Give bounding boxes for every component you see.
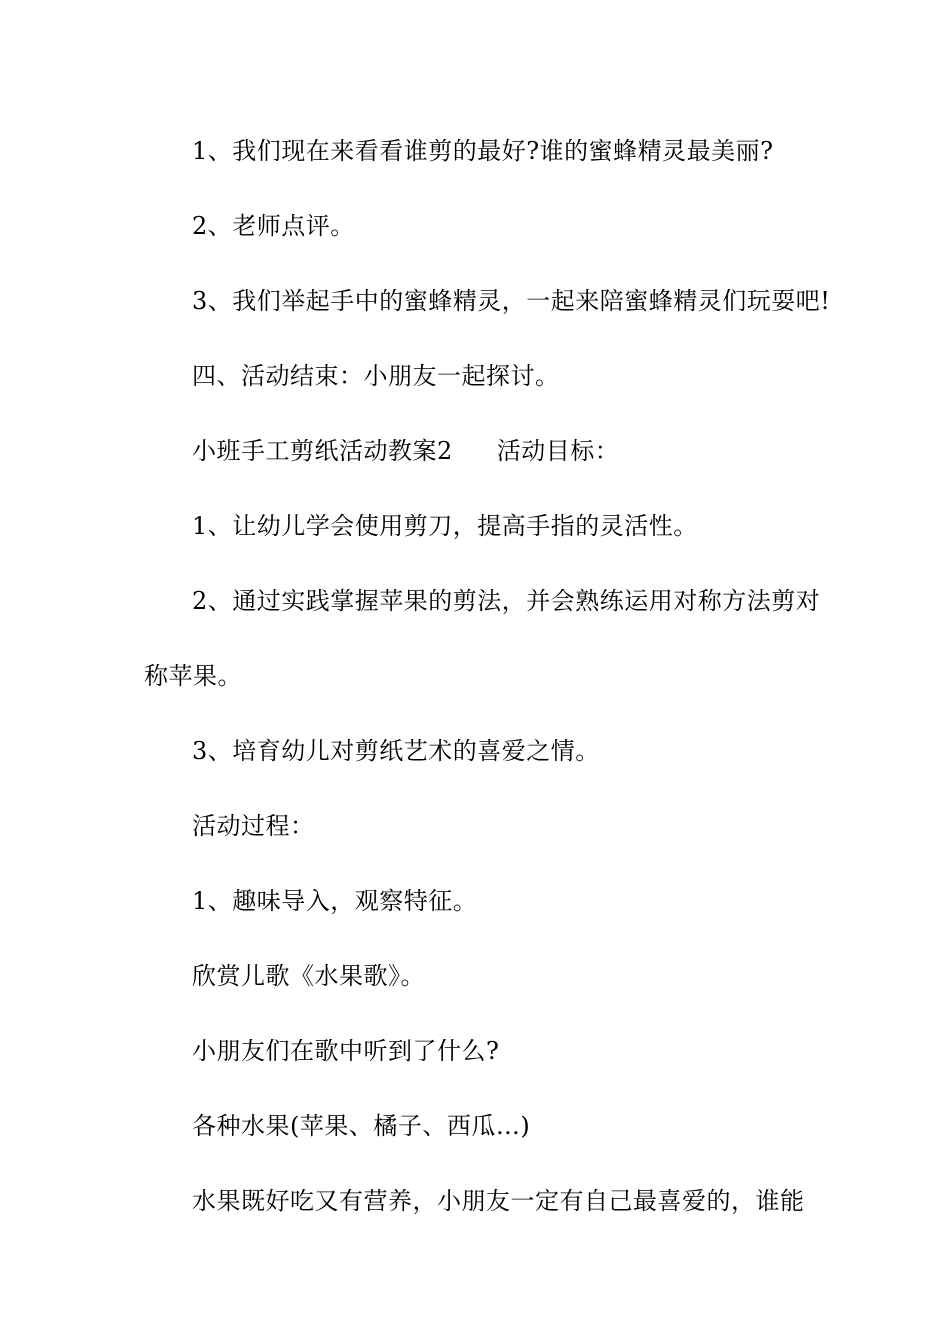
section-subtitle: 活动目标： xyxy=(496,437,620,465)
paragraph-line: 四、活动结束：小朋友一起探讨。 xyxy=(192,362,560,390)
paragraph-line: 3、我们举起手中的蜜蜂精灵，一起来陪蜜蜂精灵们玩耍吧! xyxy=(192,287,831,315)
paragraph-line: 活动过程： xyxy=(192,812,315,840)
section-title: 小班手工剪纸活动教案2 xyxy=(192,437,453,465)
paragraph-line: 1、我们现在来看看谁剪的最好?谁的蜜蜂精灵最美丽? xyxy=(192,137,774,165)
paragraph-line: 1、趣味导入，观察特征。 xyxy=(192,887,478,915)
paragraph-line: 2、通过实践掌握苹果的剪法，并会熟练运用对称方法剪对 xyxy=(192,587,821,615)
paragraph-line: 2、老师点评。 xyxy=(192,212,355,240)
paragraph-line: 各种水果(苹果、橘子、西瓜…) xyxy=(192,1112,531,1140)
paragraph-line: 1、让幼儿学会使用剪刀，提高手指的灵活性。 xyxy=(192,512,698,540)
paragraph-line: 称苹果。 xyxy=(144,662,242,690)
paragraph-line: 欣赏儿歌《水果歌》。 xyxy=(192,962,425,990)
section-heading xyxy=(192,436,619,466)
paragraph-line: 水果既好吃又有营养，小朋友一定有自己最喜爱的，谁能 xyxy=(192,1187,805,1215)
paragraph-line: 3、培育幼儿对剪纸艺术的喜爱之情。 xyxy=(192,737,600,765)
paragraph-line: 小朋友们在歌中听到了什么? xyxy=(192,1037,500,1065)
